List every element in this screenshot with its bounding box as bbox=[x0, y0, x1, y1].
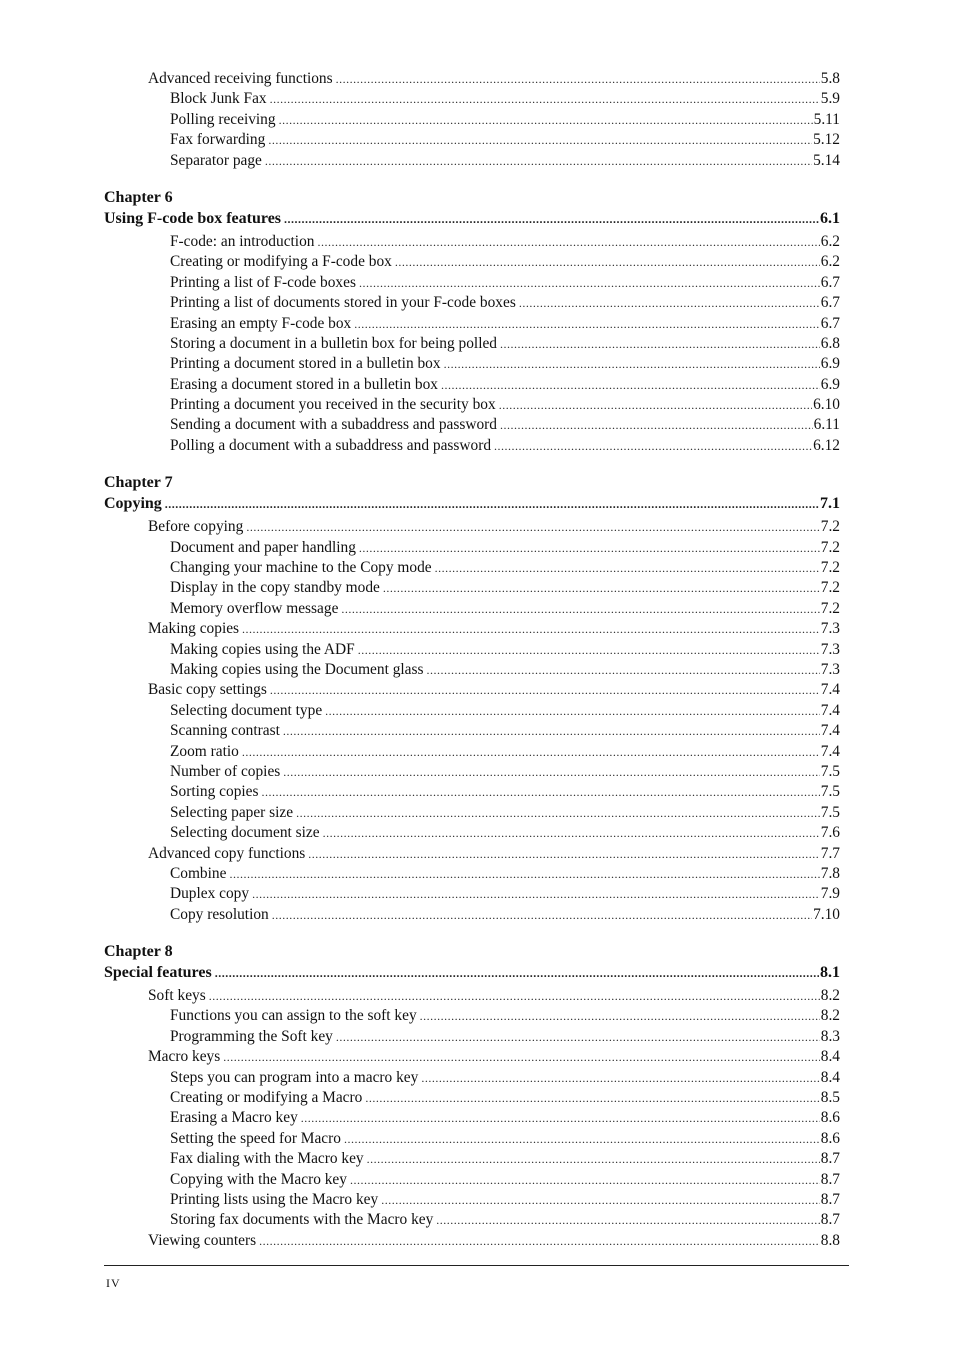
entry-title: Making copies using the ADF bbox=[170, 640, 355, 658]
entry-title: Duplex copy bbox=[170, 885, 250, 903]
toc-subsection-entry[interactable] bbox=[104, 539, 840, 559]
chapter-title: Special features bbox=[104, 964, 212, 982]
entry-title: Printing a document you received in the security box bbox=[170, 396, 496, 414]
entry-title: Viewing counters bbox=[148, 1231, 257, 1249]
dot-leader bbox=[367, 1152, 820, 1167]
toc-section bbox=[104, 943, 840, 1252]
entry-title: Functions you can assign to the soft key bbox=[170, 1007, 417, 1025]
dot-leader bbox=[165, 497, 819, 512]
entry-page-number: 8.4 bbox=[820, 1068, 840, 1086]
entry-page-number: 7.5 bbox=[820, 762, 840, 780]
entry-title: Display in the copy standby mode bbox=[170, 579, 380, 597]
toc-subsection-entry[interactable] bbox=[104, 1130, 840, 1150]
entry-page-number: 8.4 bbox=[820, 1048, 840, 1066]
toc-section-entry[interactable] bbox=[104, 681, 840, 701]
entry-page-number: 7.2 bbox=[820, 599, 840, 617]
entry-title: Soft keys bbox=[148, 987, 206, 1005]
chapter-page-number: 7.1 bbox=[820, 495, 840, 513]
toc-subsection-entry[interactable] bbox=[104, 579, 840, 599]
dot-leader bbox=[421, 1071, 819, 1086]
entry-title: Block Junk Fax bbox=[170, 90, 267, 108]
dot-leader bbox=[441, 378, 820, 393]
entry-title: Fax dialing with the Macro key bbox=[170, 1150, 364, 1168]
toc-subsection-entry[interactable] bbox=[104, 152, 840, 172]
dot-leader bbox=[252, 887, 820, 902]
entry-title: Printing lists using the Macro key bbox=[170, 1190, 379, 1208]
entry-title: Combine bbox=[170, 864, 227, 882]
entry-page-number: 5.8 bbox=[820, 70, 840, 87]
dot-leader bbox=[246, 520, 819, 535]
dot-leader bbox=[354, 317, 820, 332]
entry-page-number: 8.6 bbox=[820, 1129, 840, 1147]
entry-page-number: 7.8 bbox=[820, 864, 840, 882]
toc-subsection-entry[interactable] bbox=[104, 294, 840, 314]
toc-subsection-entry[interactable] bbox=[104, 335, 840, 355]
toc-subsection-entry[interactable] bbox=[104, 274, 840, 294]
entry-page-number: 8.6 bbox=[820, 1109, 840, 1127]
dot-leader bbox=[365, 1091, 819, 1106]
entry-page-number: 6.7 bbox=[820, 294, 840, 312]
entry-page-number: 7.3 bbox=[820, 660, 840, 678]
dot-leader bbox=[359, 541, 820, 556]
entry-title: Selecting document type bbox=[170, 701, 323, 719]
entry-page-number: 6.9 bbox=[820, 355, 840, 373]
toc-subsection-entry[interactable] bbox=[104, 376, 840, 396]
entry-title: Before copying bbox=[148, 518, 244, 536]
toc-subsection-entry[interactable] bbox=[104, 1109, 840, 1129]
entry-page-number: 6.7 bbox=[820, 273, 840, 291]
toc-subsection-entry[interactable] bbox=[104, 1171, 840, 1191]
entry-page-number: 7.4 bbox=[820, 681, 840, 699]
entry-title: Copying with the Macro key bbox=[170, 1170, 347, 1188]
entry-title: Creating or modifying a Macro bbox=[170, 1089, 363, 1107]
chapter-page-number: 6.1 bbox=[820, 209, 840, 227]
entry-page-number: 7.2 bbox=[820, 559, 840, 577]
entry-title: Copy resolution bbox=[170, 905, 269, 923]
dot-leader bbox=[270, 92, 820, 107]
entry-title: Setting the speed for Macro bbox=[170, 1129, 341, 1147]
toc-subsection-entry[interactable] bbox=[104, 396, 840, 416]
toc-subsection-entry[interactable] bbox=[104, 824, 840, 844]
entry-title: Advanced copy functions bbox=[148, 844, 306, 862]
dot-leader bbox=[341, 602, 819, 617]
toc-subsection-entry[interactable] bbox=[104, 641, 840, 661]
entry-title: Storing fax documents with the Macro key bbox=[170, 1211, 434, 1229]
entry-page-number: 7.6 bbox=[820, 824, 840, 842]
entry-title: Making copies bbox=[148, 620, 240, 638]
chapter-number: Chapter 8 bbox=[104, 943, 173, 961]
entry-page-number: 7.9 bbox=[820, 885, 840, 903]
dot-leader bbox=[381, 1193, 820, 1208]
dot-leader bbox=[242, 745, 820, 760]
chapter-title-entry[interactable] bbox=[104, 495, 840, 518]
toc-section-entry[interactable] bbox=[104, 845, 840, 865]
dot-leader bbox=[209, 989, 820, 1004]
dot-leader bbox=[215, 966, 819, 981]
toc-section bbox=[104, 189, 840, 457]
entry-title: Storing a document in a bulletin box for being polled bbox=[170, 334, 497, 352]
entry-title: Number of copies bbox=[170, 762, 281, 780]
dot-leader bbox=[395, 255, 820, 270]
entry-page-number: 7.2 bbox=[820, 538, 840, 556]
toc-subsection-entry[interactable] bbox=[104, 600, 840, 620]
entry-page-number: 8.7 bbox=[820, 1150, 840, 1168]
entry-title: Zoom ratio bbox=[170, 742, 239, 760]
entry-title: Macro keys bbox=[148, 1048, 221, 1066]
toc-subsection-entry[interactable] bbox=[104, 722, 840, 742]
dot-leader bbox=[242, 622, 820, 637]
dot-leader bbox=[265, 154, 812, 169]
dot-leader bbox=[323, 826, 820, 841]
dot-leader bbox=[301, 1111, 820, 1126]
entry-page-number: 6.2 bbox=[820, 232, 840, 250]
entry-page-number: 5.11 bbox=[813, 110, 840, 128]
toc-subsection-entry[interactable] bbox=[104, 1211, 840, 1231]
chapter-number: Chapter 6 bbox=[104, 188, 173, 206]
entry-title: Making copies using the Document glass bbox=[170, 660, 424, 678]
entry-title: Basic copy settings bbox=[148, 681, 267, 699]
toc-subsection-entry[interactable] bbox=[104, 1089, 840, 1109]
dot-leader bbox=[436, 1213, 819, 1228]
entry-page-number: 8.2 bbox=[820, 987, 840, 1005]
entry-title: Printing a list of documents stored in your F-code boxes bbox=[170, 294, 516, 312]
dot-leader bbox=[268, 133, 812, 148]
entry-page-number: 7.4 bbox=[820, 701, 840, 719]
entry-title: Changing your machine to the Copy mode bbox=[170, 559, 432, 577]
toc-section-entry[interactable] bbox=[104, 620, 840, 640]
entry-page-number: 7.4 bbox=[820, 742, 840, 760]
entry-title: F-code: an introduction bbox=[170, 232, 315, 250]
entry-page-number: 7.10 bbox=[813, 905, 840, 923]
dot-leader bbox=[325, 704, 820, 719]
toc-subsection-entry[interactable] bbox=[104, 804, 840, 824]
entry-page-number: 6.7 bbox=[820, 314, 840, 332]
dot-leader bbox=[259, 1234, 820, 1249]
toc-subsection-entry[interactable] bbox=[104, 233, 840, 253]
chapter-title: Using F-code box features bbox=[104, 209, 282, 227]
entry-page-number: 7.7 bbox=[820, 844, 840, 862]
toc-section-entry[interactable] bbox=[104, 987, 840, 1007]
entry-title: Advanced receiving functions bbox=[148, 70, 333, 87]
toc-subsection-entry[interactable] bbox=[104, 416, 840, 436]
entry-page-number: 8.7 bbox=[820, 1170, 840, 1188]
entry-page-number: 8.8 bbox=[820, 1231, 840, 1249]
toc-subsection-entry[interactable] bbox=[104, 131, 840, 151]
entry-page-number: 6.10 bbox=[813, 396, 840, 414]
entry-title: Printing a list of F-code boxes bbox=[170, 273, 356, 291]
dot-leader bbox=[500, 418, 813, 433]
toc-section bbox=[104, 70, 840, 172]
toc-subsection-entry[interactable] bbox=[104, 437, 840, 457]
dot-leader bbox=[284, 212, 819, 227]
entry-title: Sorting copies bbox=[170, 783, 259, 801]
toc-subsection-entry[interactable] bbox=[104, 253, 840, 273]
chapter-number: Chapter 7 bbox=[104, 474, 173, 492]
toc-section-entry[interactable] bbox=[104, 518, 840, 538]
entry-page-number: 6.9 bbox=[820, 375, 840, 393]
entry-title: Scanning contrast bbox=[170, 722, 280, 740]
dot-leader bbox=[444, 357, 820, 372]
toc-subsection-entry[interactable] bbox=[104, 1191, 840, 1211]
entry-title: Separator page bbox=[170, 151, 262, 169]
dot-leader bbox=[499, 398, 812, 413]
entry-title: Programming the Soft key bbox=[170, 1027, 333, 1045]
dot-leader bbox=[420, 1009, 820, 1024]
entry-title: Erasing a Macro key bbox=[170, 1109, 298, 1127]
dot-leader bbox=[223, 1050, 820, 1065]
dot-leader bbox=[435, 561, 820, 576]
dot-leader bbox=[344, 1132, 820, 1147]
dot-leader bbox=[270, 683, 820, 698]
toc-subsection-entry[interactable] bbox=[104, 355, 840, 375]
toc-subsection-entry[interactable] bbox=[104, 783, 840, 803]
entry-page-number: 8.2 bbox=[820, 1007, 840, 1025]
dot-leader bbox=[283, 765, 819, 780]
toc-subsection-entry[interactable] bbox=[104, 661, 840, 681]
toc-subsection-entry[interactable] bbox=[104, 743, 840, 763]
dot-leader bbox=[336, 72, 820, 87]
entry-title: Fax forwarding bbox=[170, 131, 266, 149]
dot-leader bbox=[426, 663, 819, 678]
entry-page-number: 6.12 bbox=[813, 436, 840, 454]
entry-title: Selecting document size bbox=[170, 824, 320, 842]
entry-page-number: 5.9 bbox=[820, 90, 840, 108]
entry-page-number: 5.12 bbox=[813, 131, 840, 149]
toc-subsection-entry[interactable] bbox=[104, 1028, 840, 1048]
toc-subsection-entry[interactable] bbox=[104, 1069, 840, 1089]
dot-leader bbox=[262, 785, 820, 800]
dot-leader bbox=[229, 867, 819, 882]
entry-page-number: 7.4 bbox=[820, 722, 840, 740]
dot-leader bbox=[358, 643, 820, 658]
toc-section-entry[interactable] bbox=[104, 70, 840, 90]
entry-page-number: 7.3 bbox=[820, 620, 840, 638]
entry-title: Creating or modifying a F-code box bbox=[170, 253, 392, 271]
toc-subsection-entry[interactable] bbox=[104, 559, 840, 579]
toc-section-entry[interactable] bbox=[104, 1232, 840, 1252]
entry-title: Memory overflow message bbox=[170, 599, 339, 617]
entry-title: Printing a document stored in a bulletin box bbox=[170, 355, 441, 373]
entry-title: Erasing a document stored in a bulletin box bbox=[170, 375, 438, 393]
entry-title: Erasing an empty F-code box bbox=[170, 314, 352, 332]
chapter-title: Copying bbox=[104, 495, 162, 513]
dot-leader bbox=[494, 439, 812, 454]
chapter-page-number: 8.1 bbox=[820, 964, 840, 982]
table-of-contents bbox=[104, 70, 840, 1252]
footer-page-number: IV bbox=[106, 1276, 121, 1290]
toc-section bbox=[104, 474, 840, 926]
entry-page-number: 7.5 bbox=[820, 803, 840, 821]
toc-subsection-entry[interactable] bbox=[104, 865, 840, 885]
footer-divider bbox=[104, 1265, 849, 1266]
entry-title: Polling a document with a subaddress and password bbox=[170, 436, 492, 454]
entry-page-number: 8.7 bbox=[820, 1190, 840, 1208]
entry-page-number: 5.14 bbox=[813, 151, 840, 169]
entry-title: Sending a document with a subaddress and password bbox=[170, 416, 497, 434]
dot-leader bbox=[519, 296, 820, 311]
entry-title: Selecting paper size bbox=[170, 803, 294, 821]
toc-subsection-entry[interactable] bbox=[104, 702, 840, 722]
entry-page-number: 6.8 bbox=[820, 334, 840, 352]
dot-leader bbox=[336, 1030, 820, 1045]
toc-subsection-entry[interactable] bbox=[104, 315, 840, 335]
entry-page-number: 6.2 bbox=[820, 253, 840, 271]
toc-subsection-entry[interactable] bbox=[104, 885, 840, 905]
dot-leader bbox=[350, 1173, 820, 1188]
dot-leader bbox=[279, 113, 813, 128]
dot-leader bbox=[317, 235, 819, 250]
dot-leader bbox=[359, 276, 820, 291]
toc-subsection-entry[interactable] bbox=[104, 111, 840, 131]
toc-subsection-entry[interactable] bbox=[104, 906, 840, 926]
entry-title: Document and paper handling bbox=[170, 538, 356, 556]
entry-title: Steps you can program into a macro key bbox=[170, 1068, 419, 1086]
entry-page-number: 7.2 bbox=[820, 518, 840, 536]
entry-page-number: 6.11 bbox=[813, 416, 840, 434]
dot-leader bbox=[272, 908, 812, 923]
entry-page-number: 7.5 bbox=[820, 783, 840, 801]
entry-page-number: 7.2 bbox=[820, 579, 840, 597]
toc-section-entry[interactable] bbox=[104, 1048, 840, 1068]
entry-page-number: 8.7 bbox=[820, 1211, 840, 1229]
toc-subsection-entry[interactable] bbox=[104, 90, 840, 110]
entry-page-number: 7.3 bbox=[820, 640, 840, 658]
dot-leader bbox=[296, 806, 820, 821]
toc-subsection-entry[interactable] bbox=[104, 1150, 840, 1170]
dot-leader bbox=[308, 847, 819, 862]
dot-leader bbox=[283, 724, 820, 739]
dot-leader bbox=[500, 337, 820, 352]
chapter-title-entry[interactable] bbox=[104, 964, 840, 987]
chapter-title-entry[interactable] bbox=[104, 210, 840, 233]
toc-subsection-entry[interactable] bbox=[104, 1007, 840, 1027]
entry-title: Polling receiving bbox=[170, 110, 276, 128]
entry-page-number: 8.5 bbox=[820, 1089, 840, 1107]
dot-leader bbox=[383, 581, 820, 596]
toc-subsection-entry[interactable] bbox=[104, 763, 840, 783]
entry-page-number: 8.3 bbox=[820, 1027, 840, 1045]
